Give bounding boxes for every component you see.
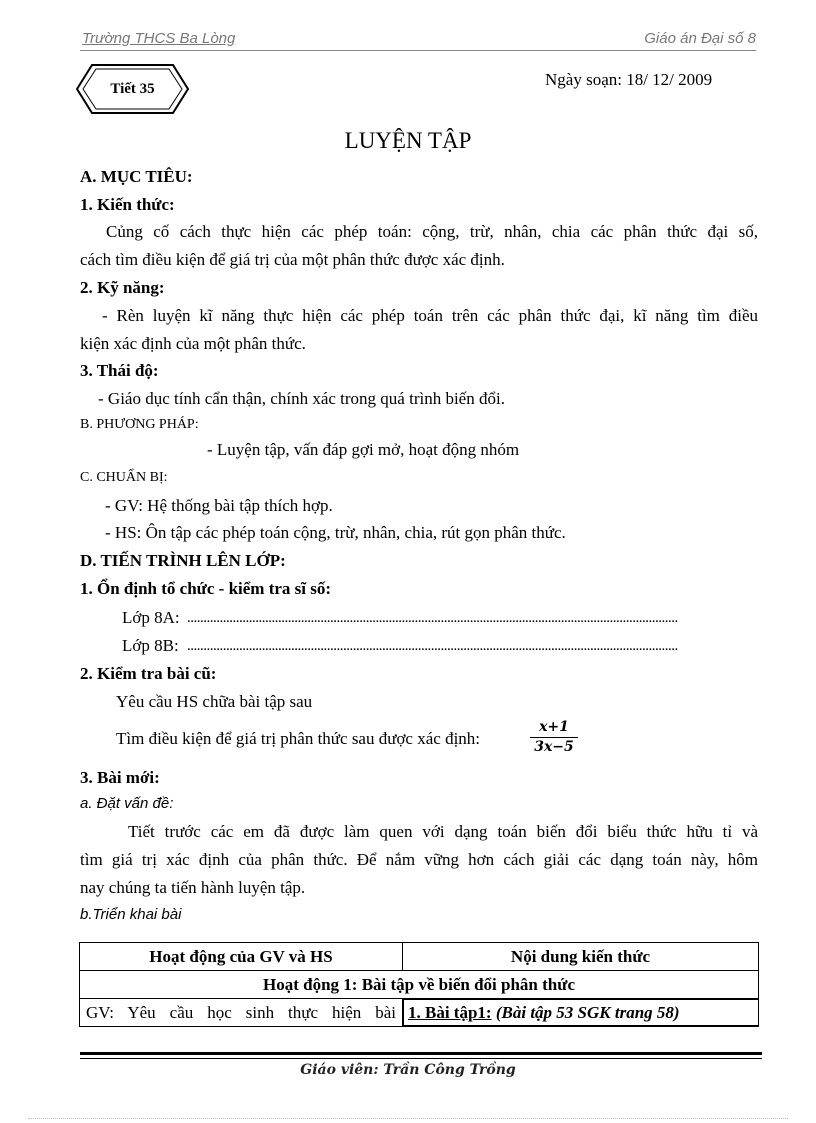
- footer-thin-line: [80, 1058, 762, 1059]
- lesson-plan-table: [79, 942, 759, 1027]
- prepared-date: Ngày soạn: 18/ 12/ 2009: [545, 70, 713, 89]
- section-d2-heading: 2. Kiểm tra bài cũ:: [80, 664, 217, 683]
- table-header-content: Nội dung kiến thức: [403, 943, 759, 971]
- section-d3a-line1: Tiết trước các em đã được làm quen với dạng toán biến đổi biểu thức hữu tỉ và: [128, 822, 758, 841]
- section-d2-line2: Tìm điều kiện để giá trị phân thức sau được xác định:: [116, 729, 481, 748]
- footer-thick-line: [80, 1052, 762, 1055]
- table-row: [80, 999, 759, 1027]
- header-divider: [80, 50, 756, 51]
- section-d-heading: D. TIẾN TRÌNH LÊN LỚP:: [80, 551, 286, 570]
- section-a2-heading: 2. Kỹ năng:: [80, 278, 165, 297]
- fraction-numerator: x+1: [530, 719, 578, 738]
- page-bottom-dotted-line: [28, 1118, 788, 1119]
- section-b-heading: B. PHƯƠNG PHÁP:: [80, 417, 199, 432]
- section-a2-line1: - Rèn luyện kĩ năng thực hiện các phép toán trên các phân thức đại, kĩ năng tìm điều: [102, 306, 758, 325]
- fraction-expression: [530, 719, 578, 755]
- header-subject: Giáo án Đại số 8: [644, 30, 756, 47]
- header-school: Trường THCS Ba Lòng: [82, 30, 236, 47]
- class-8b-dots: .......................................................................................................................................................: [187, 638, 678, 654]
- section-d3a-heading: a. Đặt vấn đề:: [80, 795, 174, 812]
- section-c-heading: C. CHUẨN BỊ:: [80, 470, 168, 485]
- footer-teacher: Giáo viên: Trần Công Trồng: [300, 1062, 516, 1078]
- section-a3-heading: 3. Thái độ:: [80, 361, 159, 380]
- section-b-line1: - Luyện tập, vấn đáp gợi mở, hoạt động nhóm: [207, 440, 520, 459]
- section-d3a-line2: tìm giá trị xác định của phân thức. Để nắm vững hơn cách giải các dạng toán này, hôm: [80, 850, 758, 869]
- lesson-number: Tiết 35: [110, 80, 155, 97]
- section-d2-line1: Yêu cầu HS chữa bài tập sau: [116, 692, 313, 711]
- table-activity-heading: Hoạt động 1: Bài tập về biến đổi phân thức: [80, 971, 759, 999]
- section-d3a-line3: nay chúng ta tiến hành luyện tập.: [80, 878, 306, 897]
- section-a1-line1: Củng cố cách thực hiện các phép toán: cộng, trừ, nhân, chia các phân thức đại số,: [106, 222, 758, 241]
- fraction-denominator: 3x−5: [534, 739, 574, 755]
- section-a1-heading: 1. Kiến thức:: [80, 195, 175, 214]
- exercise-label: 1. Bài tập1:: [408, 1003, 492, 1022]
- table-header-row: [80, 943, 759, 971]
- class-8a-dots: .......................................................................................................................................................: [187, 610, 678, 626]
- section-c-line1: - GV: Hệ thống bài tập thích hợp.: [105, 496, 333, 515]
- table-cell-activity: GV: Yêu cầu học sinh thực hiện bài: [80, 999, 403, 1027]
- section-c-line2: - HS: Ôn tập các phép toán cộng, trừ, nhân, chia, rút gọn phân thức.: [105, 523, 566, 542]
- class-8b-label: Lớp 8B:: [122, 636, 179, 655]
- section-a2-line2: kiện xác định của một phân thức.: [80, 334, 306, 353]
- table-cell-content: [403, 999, 759, 1027]
- page-title: LUYỆN TẬP: [344, 128, 472, 153]
- section-d3-heading: 3. Bài mới:: [80, 768, 160, 787]
- section-a1-line2: cách tìm điều kiện để giá trị của một phân thức được xác định.: [80, 250, 505, 269]
- section-a3-line1: - Giáo dục tính cẩn thận, chính xác trong quá trình biến đổi.: [98, 389, 505, 408]
- section-d3b-heading: b.Triển khai bài: [80, 906, 182, 923]
- table-header-activity: Hoạt động của GV và HS: [80, 943, 403, 971]
- lesson-badge: [76, 64, 189, 114]
- section-d1-heading: 1. Ổn định tổ chức - kiểm tra sĩ số:: [80, 579, 332, 598]
- section-a-heading: A. MỤC TIÊU:: [80, 167, 193, 186]
- exercise-reference: (Bài tập 53 SGK trang 58): [491, 1003, 680, 1022]
- class-8a-label: Lớp 8A:: [122, 608, 180, 627]
- table-row: [80, 971, 759, 999]
